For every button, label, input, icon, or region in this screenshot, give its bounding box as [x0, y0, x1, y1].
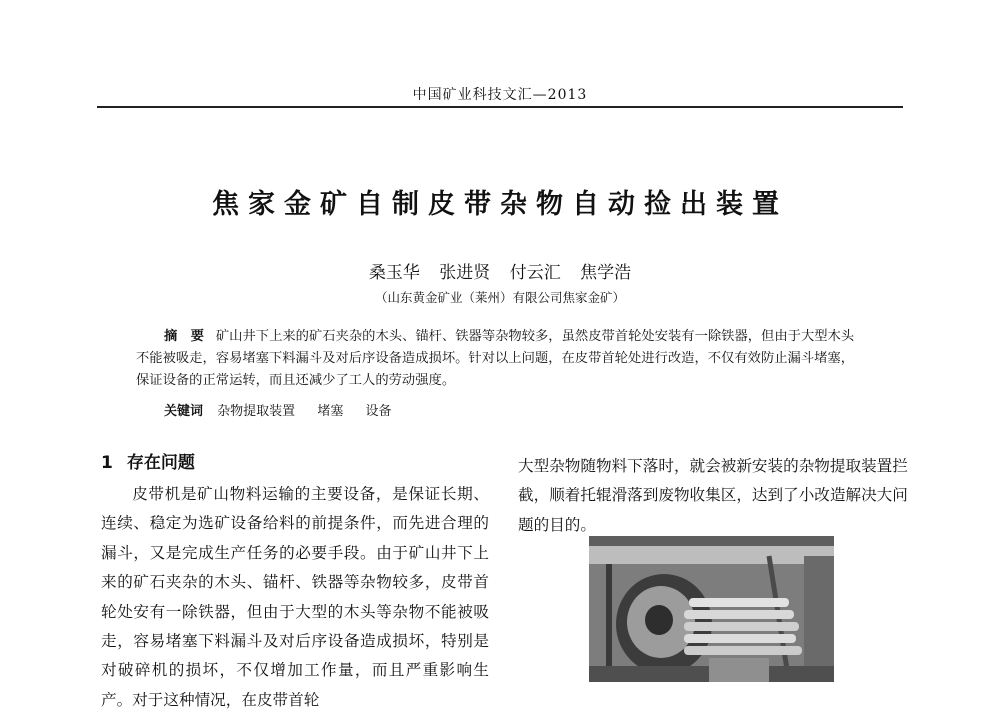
body-paragraph: 大型杂物随物料下落时，就会被新安装的杂物提取装置拦截，顺着托辊滑落到废物收集区，达到了小改造解决大问题的目的。 — [518, 457, 908, 534]
left-column — [101, 446, 489, 715]
abstract-text: 矿山井下上来的矿石夹杂的木头、锚杆、铁器等杂物较多，虽然皮带首轮处安装有一除铁器，但由于大型木头不能被吸走，容易堵塞下料漏斗及对后序设备造成损坏。针对以上问题，在皮带首轮处进行改造，不仅有效防止漏斗堵塞，保证设备的正常运转，而且还减少了工人的劳动强度。 — [136, 329, 855, 388]
header-rule — [97, 106, 903, 108]
article-title: 焦家金矿自制皮带杂物自动捡出装置 — [212, 189, 788, 220]
body-paragraph: 皮带机是矿山物料运输的主要设备，是保证长期、连续、稳定为选矿设备给料的前提条件，而先进合理的漏斗，又是完成生产任务的必要手段。由于矿山井下上来的矿石夹杂的木头、锚杆、铁器等杂物较多，皮带首轮处安有一除铁器，但由于大型的木头等杂物不能被吸走，容易堵塞下料漏斗及对后序设备造成损坏，特别是对破碎机的损坏，不仅增加工作量，而且严重影响生产。对于这种情况，在皮带首轮 — [101, 485, 489, 709]
photo-illustration — [589, 536, 834, 682]
equipment-photo — [589, 536, 834, 682]
keywords-label: 关键词 — [164, 404, 204, 419]
keyword: 杂物提取装置 — [217, 404, 296, 419]
author-name: 桑玉华 — [368, 263, 420, 283]
running-head: 中国矿业科技文汇—2013 — [412, 87, 588, 103]
author-list — [0, 258, 1000, 283]
abstract-label: 摘 要 — [164, 329, 204, 344]
section-number: 1 — [101, 453, 113, 473]
author-name: 张进贤 — [439, 263, 491, 283]
right-column — [518, 452, 910, 540]
keyword: 堵塞 — [317, 404, 344, 419]
author-name: 付云汇 — [509, 263, 561, 283]
section-heading — [101, 446, 489, 480]
abstract — [136, 326, 866, 392]
author-name: 焦学浩 — [580, 263, 632, 283]
affiliation: （山东黄金矿业（莱州）有限公司焦家金矿） — [374, 290, 625, 305]
keywords — [164, 400, 409, 419]
section-title: 存在问题 — [126, 453, 195, 473]
keyword: 设备 — [365, 404, 392, 419]
